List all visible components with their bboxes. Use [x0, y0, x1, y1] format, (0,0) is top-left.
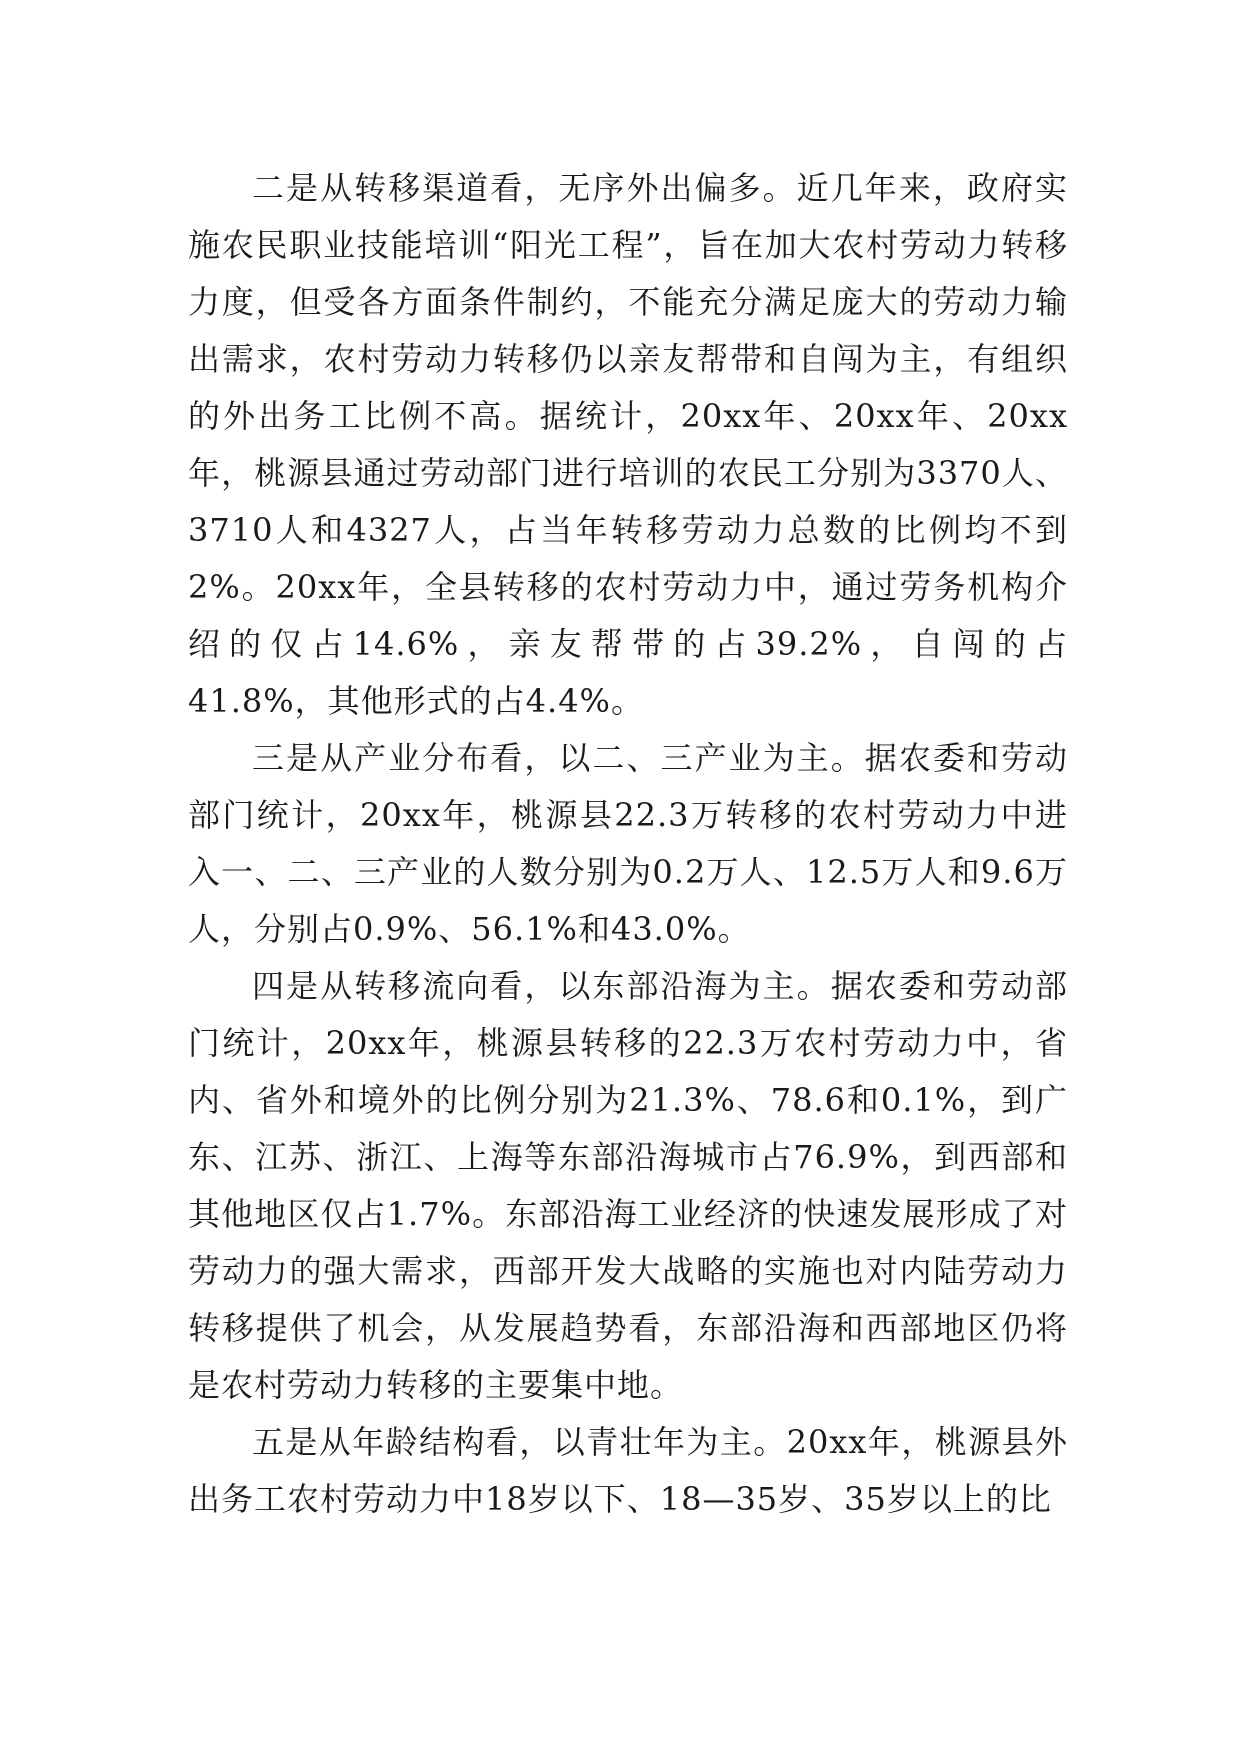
paragraph-transfer-channel: 二是从转移渠道看，无序外出偏多。近几年来，政府实施农民职业技能培训“阳光工程”，旨在加大农村劳动力转移力度，但受各方面条件制约，不能充分满足庞大的劳动力输出需求，农村劳动力转移仍以亲友帮带和自闯为主，有组织的外出务工比例不高。据统计，20xx年、20xx年、20xx年，桃源县通过劳动部门进行培训的农民工分别为3370人、3710人和4327人，占当年转移劳动力总数的比例均不到2%。20xx年，全县转移的农村劳动力中，通过劳务机构介绍的仅占14.6%，亲友帮带的占39.2%，自闯的占41.8%，其他形式的占4.4%。 [188, 169, 1068, 720]
paragraph-industry-distribution: 三是从产业分布看，以二、三产业为主。据农委和劳动部门统计，20xx年，桃源县22.3万转移的农村劳动力中进入一、二、三产业的人数分别为0.2万人、12.5万人和9.6万人，分别占0.9%、56.1%和43.0%。 [188, 739, 1068, 948]
paragraph-age-structure: 五是从年龄结构看，以青壮年为主。20xx年，桃源县外出务工农村劳动力中18岁以下、18—35岁、35岁以上的比 [188, 1423, 1068, 1518]
paragraph-transfer-destination: 四是从转移流向看，以东部沿海为主。据农委和劳动部门统计，20xx年，桃源县转移的22.3万农村劳动力中，省内、省外和境外的比例分别为21.3%、78.6和0.1%，到广东、江苏、浙江、上海等东部沿海城市占76.9%，到西部和其他地区仅占1.7%。东部沿海工业经济的快速发展形成了对劳动力的强大需求，西部开发大战略的实施也对内陆劳动力转移提供了机会，从发展趋势看，东部沿海和西部地区仍将是农村劳动力转移的主要集中地。 [188, 967, 1068, 1404]
document-body [188, 160, 1068, 1528]
